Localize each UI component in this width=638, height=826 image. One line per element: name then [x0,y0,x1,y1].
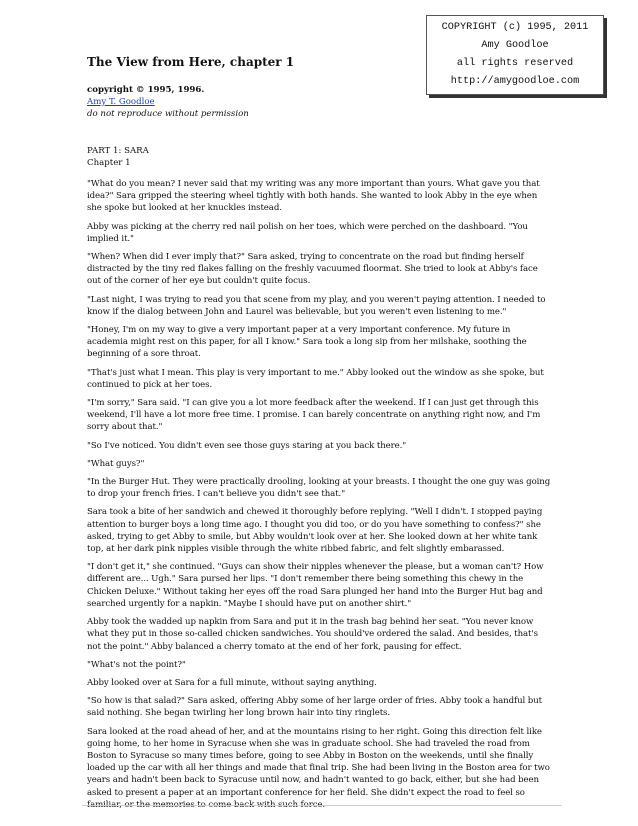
page-title: The View from Here, chapter 1 [87,55,295,69]
copyright-notice-box [426,15,604,95]
paragraph: "Last night, I was trying to read you that scene from my play, and you weren't paying attention. I needed to know if the dialog between John and Laurel was believable, but you weren't even listening to me." [87,294,546,317]
document-header [87,55,417,120]
paragraph: "That's just what I mean. This play is very important to me." Abby looked out the window as she spoke, but continued to pick at her toes. [87,367,544,390]
paragraph: "What's not the point?" [87,659,186,670]
paragraph: "So how is that salad?" Sara asked, offering Abby some of her large order of fries. Abby took a handful but said nothing. She began twirling her long brown hair into tiny ringlets. [87,696,542,719]
paragraph: "In the Burger Hut. They were practically drooling, looking at your breasts. I thought the one guy was going to drop your french fries. I can't believe you didn't see that." [87,477,551,500]
reproduction-notice: do not reproduce without permission [87,109,249,119]
chapter-label: Chapter 1 [87,157,131,168]
paragraph: Abby was picking at the cherry red nail polish on her toes, which were perched on the dashboard. "You implied it." [87,221,528,244]
paragraph: "I don't get it," she continued. "Guys can show their nipples whenever the please, but a woman can't? How different are... Ugh." Sara pursed her lips. "I don't remember there being something this chewy in the Chicken Deluxe." Without taking her eyes off the road Sara plunged her hand into the Burger Hut bag and searched urgently for a napkin. "Maybe I should have put on another shirt." [87,562,544,609]
paragraph: Sara looked at the road ahead of her, and at the mountains rising to her right. Going this direction felt like going home, to her home in Syracuse when she was in graduate school. She had traveled the road from Boston to Syracuse so many times before, going to see Abby in Boston on the weekends, until she finally loaded up the car with all her things and made that final trip. She had been living in the Boston area for two years and hadn't been back to Syracuse until now, and hadn't wanted to go back, either, but she had been asked to present a paper at an important conference for her field. She didn't expect the road to feel so familiar, or the memories to come back with such force. [87,726,550,810]
footer-divider [82,805,562,806]
copyright-author: Amy Goodloe [481,40,549,51]
paragraph: Abby took the wadded up napkin from Sara and put it in the trash bag behind her seat. "You never know what they put in those so-called chicken sandwiches. You should've ordered the salad. And besides, that's not the point." Abby balanced a cherry tomato at the end of her fork, pausing for effect. [87,617,538,652]
document-meta [87,84,417,120]
paragraph: "Honey, I'm on my way to give a very important paper at a very important conference. My future in academia might rest on this paper, for all I know." Sara took a long sip from her milshake, soothing the beginning of a sore throat. [87,325,527,360]
paragraph: Abby looked over at Sara for a full minute, without saying anything. [87,677,377,688]
section-heading [87,146,552,169]
author-link[interactable]: Amy T. Goodloe [87,97,155,107]
paragraph: "What guys?" [87,458,145,469]
copyright-rights: all rights reserved [456,58,574,69]
paragraph: Sara took a bite of her sandwich and chewed it thoroughly before replying. "Well I didn't. I stopped paying attention to burger boys a long time ago. I thought you did too, or do you have something to confess?" she asked, trying to get Abby to smile, but Abby wouldn't look over at her. She looked down at her white tank top, at her dark pink nipples visible through the white ribbed fabric, and felt slightly embarassed. [87,507,543,555]
part-label: PART 1: SARA [87,146,149,156]
chapter-content [87,146,552,817]
paragraph: "So I've noticed. You didn't even see those guys staring at you back there." [87,440,407,451]
copyright-statement: copyright © 1995, 1996. [87,85,205,95]
copyright-line: COPYRIGHT (c) 1995, 2011 [441,22,589,33]
paragraph: "When? When did I ever imply that?" Sara asked, trying to concentrate on the road but finding herself distracted by the tiny red flakes falling on the freshly vacuumed floormat. She tried to look at Abby's face out of the corner of her eye but couldn't quite focus. [87,252,538,287]
paragraph: "What do you mean? I never said that my writing was any more important than yours. What gave you that idea?" Sara gripped the steering wheel tightly with both hands. She wanted to look Abby in the eye when she spoke but looked at her knuckles instead. [87,179,540,214]
copyright-url: http://amygoodloe.com [450,76,580,87]
paragraph: "I'm sorry," Sara said. "I can give you a lot more feedback after the weekend. If I can just get through this weekend, I'll have a lot more free time. I promise. I can barely concentrate on anything right now, and I'm sorry about that." [87,398,541,433]
